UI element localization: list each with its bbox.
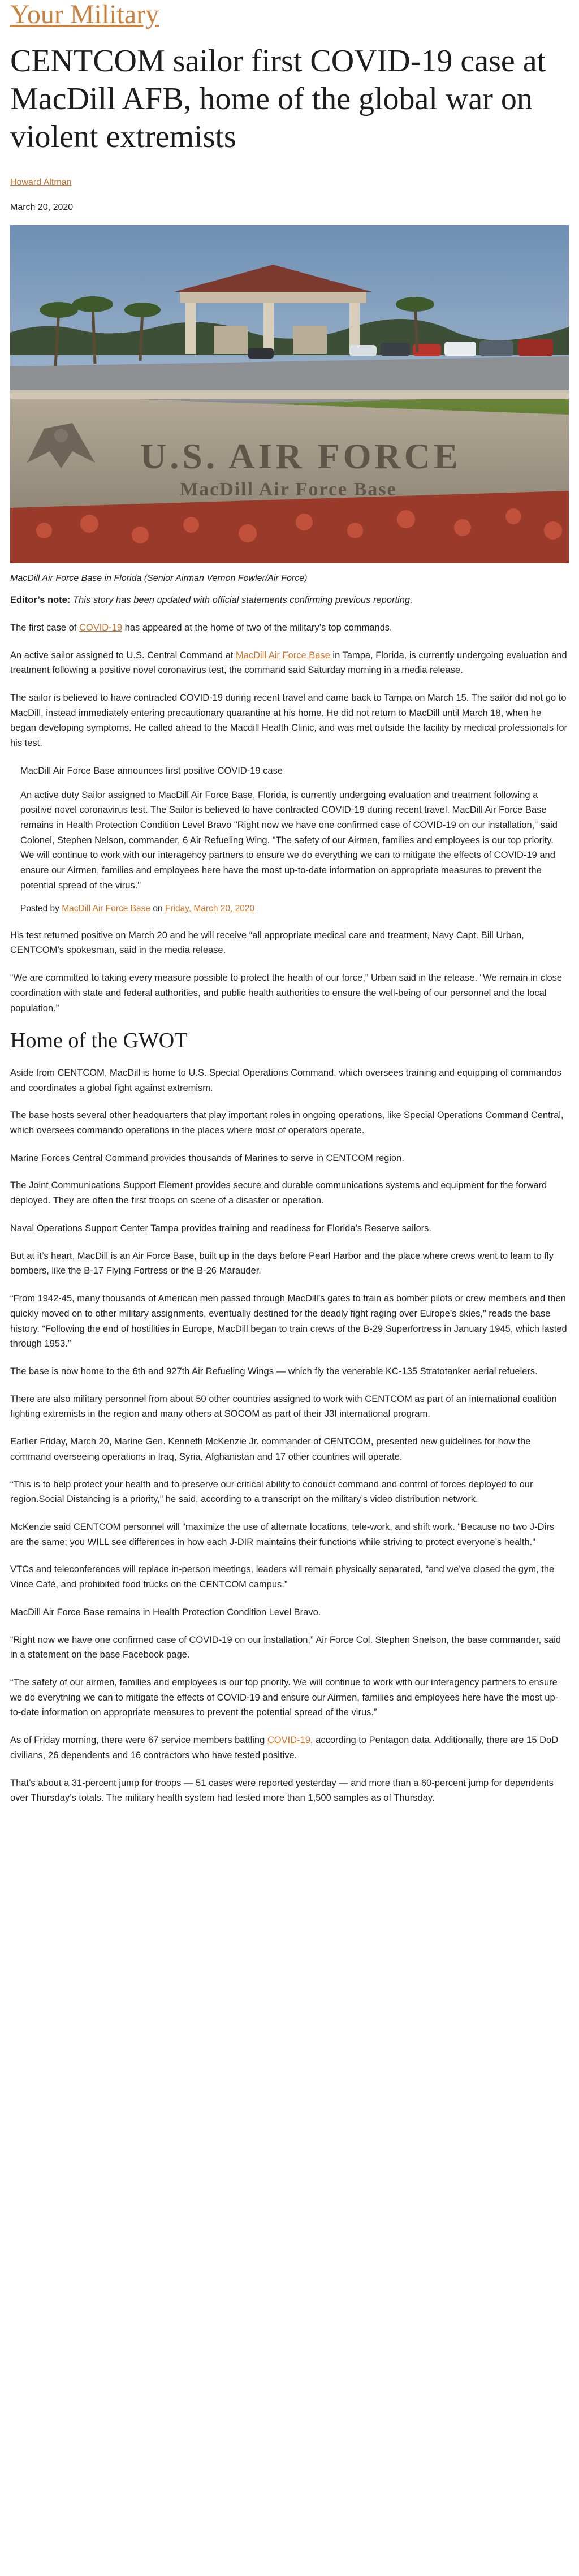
paragraph-1: The first case of COVID-19 has appeared at the home of two of the military’s top commands.	[10, 622, 392, 633]
editor-note-label: Editor’s note:	[10, 595, 71, 606]
paragraph-s18: That’s about a 31-percent jump for troops — 51 cases were reported yesterday — and more than a 60-percent jump for dependents over Thursday’s totals. The military health system had tested more than 1,500 samples as of Thursday.	[10, 1777, 554, 1803]
embed-body: An active duty Sailor assigned to MacDill Air Force Base, Florida, is currently undergoing evaluation and treatment following a positive novel coronavirus test. The Sailor is believed to have contracted COVID-19 during recent travel. MacDill Air Force Base remains in Health Protection Condition Level Bravo "Right now we have one confirmed case of COVID-19 on our installation," said Colonel, Stephen Nelson, commander, 6 Air Refueling Wing. "The safety of our Airmen, families and employees is our top priority. We will continue to work with our interagency partners to ensure we do everything we can to mitigate the effects of COVID-19 and ensure our Airmen, families and employees here have the most up-to-date information on appropriate measures to prevent the potential spread of the virus."	[20, 789, 558, 891]
embedded-facebook-post	[20, 763, 569, 916]
embed-posted-line: Posted by MacDill Air Force Base on Friday, March 20, 2020	[20, 903, 255, 913]
svg-text:U.S. AIR FORCE: U.S. AIR FORCE	[140, 436, 461, 477]
editor-note-text: This story has been updated with official statements confirming previous reporting.	[72, 595, 413, 606]
svg-text:MacDill Air Force Base: MacDill Air Force Base	[180, 479, 397, 500]
paragraph-s1: Aside from CENTCOM, MacDill is home to U.S. Special Operations Command, which oversees training and equipping of commandos and coordinates a global fight against extremism.	[10, 1067, 561, 1093]
paragraph-s14: MacDill Air Force Base remains in Health Protection Condition Level Bravo.	[10, 1607, 321, 1617]
image-caption: MacDill Air Force Base in Florida (Senior Airman Vernon Fowler/Air Force)	[10, 573, 308, 584]
paragraph-s8: The base is now home to the 6th and 927th Air Refueling Wings — which fly the venerable KC-135 Stratotanker aerial refuelers.	[10, 1366, 538, 1377]
paragraph-s3: Marine Forces Central Command provides thousands of Marines to serve in CENTCOM region.	[10, 1153, 404, 1163]
embed-heading: MacDill Air Force Base announces first positive COVID-19 case	[20, 765, 283, 776]
article-title: CENTCOM sailor first COVID-19 case at MacDill AFB, home of the global war on violent extremists	[10, 43, 546, 155]
article-date: March 20, 2020	[10, 202, 74, 213]
paragraph-s4: The Joint Communications Support Element provides secure and durable communications systems and equipment for the forward deployed. They are often the first troops on scene of a disaster or operation.	[10, 1180, 547, 1206]
paragraph-s12: McKenzie said CENTCOM personnel will “maximize the use of alternate locations, tele-work, and shift work. “Because no two J-Dirs are the same; you WILL see differences in how each J-DIR maintains their functions while striving to protect everyone’s health.”	[10, 1521, 554, 1547]
editor-note	[10, 593, 569, 608]
paragraph-s16: “The safety of our airmen, families and employees is our top priority. We will continue to work with our interagency partners to ensure we do everything we can to mitigate the effects of COVID-19 and ensure our Airmen, families and employees here have the most up-to-date information on appropriate measures to prevent the potential spread of the virus.”	[10, 1677, 559, 1718]
author-link[interactable]: Howard Altman	[10, 178, 72, 188]
paragraph-s6: But at it’s heart, MacDill is an Air Force Base, built up in the days before Pearl Harbor and the place where crews went to learn to fly bombers, like the B-17 Flying Fortress or the B-26 Marauder.	[10, 1250, 554, 1276]
paragraph-3: The sailor is believed to have contracted COVID-19 during recent travel and came back to Tampa on March 15. The sailor did not go to MacDill, instead immediately entering precautionary quarantine at his home. He did not return to MacDill until March 18, when he began developing symptoms. He called ahead to the Macdill Health Clinic, and was met outside the facility by medical professionals for his test.	[10, 692, 568, 749]
paragraph-s10: Earlier Friday, March 20, Marine Gen. Kenneth McKenzie Jr. commander of CENTCOM, presented new guidelines for how the command overseeing operations in Iraq, Syria, Afghanistan and 17 other countries will operate.	[10, 1436, 531, 1462]
paragraph-s17: As of Friday morning, there were 67 service members battling COVID-19, according to Pentagon data. Additionally, there are 15 DoD civilians, 26 dependents and 16 contractors who have tested positive.	[10, 1735, 559, 1761]
section-heading-gwot: Home of the GWOT	[10, 1029, 188, 1053]
paragraph-s15: “Right now we have one confirmed case of COVID-19 on our installation,” Air Force Col. Stephen Snelson, the base commander, said in a statement on the base Facebook page.	[10, 1634, 561, 1660]
paragraph-s5: Naval Operations Support Center Tampa provides training and readiness for Florida’s Reserve sailors.	[10, 1223, 432, 1233]
paragraph-s2: The base hosts several other headquarters that play important roles in ongoing operations, like Special Operations Command Central, which oversees commando operations in the places where most of operators operate.	[10, 1110, 564, 1136]
embed-posted-date-link[interactable]: Friday, March 20, 2020	[165, 903, 255, 913]
paragraph-4: His test returned positive on March 20 and he will receive “all appropriate medical care and treatment, Navy Capt. Bill Urban, CENTCOM’s spokesman, said in the media release.	[10, 930, 524, 956]
paragraph-s9: There are also military personnel from about 50 other countries assigned to work with CENTCOM as part of an international coalition fighting extremists in the region and many others at SOCOM as part of their J3I international program.	[10, 1393, 557, 1419]
hero-image	[10, 225, 569, 563]
macdill-afb-link[interactable]: MacDill Air Force Base	[235, 650, 333, 661]
paragraph-5: “We are committed to taking every measure possible to protect the health of our force,” Urban said in the release. “We remain in close coordination with state and federal authorities, and public health authorities to ensure the well-being of our personnel and the local population.”	[10, 973, 563, 1013]
covid-19-link-2[interactable]: COVID-19	[267, 1735, 310, 1746]
embed-posted-by-link[interactable]: MacDill Air Force Base	[62, 903, 151, 913]
paragraph-s13: VTCs and teleconferences will replace in-person meetings, leaders will remain physically separated, “and we’ve closed the gym, the Vince Café, and prohibited food trucks on the CENTCOM campus.”	[10, 1564, 555, 1590]
paragraph-s7: “From 1942-45, many thousands of American men passed through MacDill’s gates to train as bomber pilots or crew members and then quickly moved on to other military assignments, eventually destined for the deadly fight raging over Europe’s skies,” reads the base history. “Following the end of hostilities in Europe, MacDill began to train crews of the B-29 Superfortress in January 1945, which lasted through 1953.”	[10, 1293, 567, 1349]
section-link-your-military[interactable]: Your Military	[10, 0, 159, 29]
paragraph-s11: “This is to help protect your health and to preserve our critical ability to conduct command and control of forces deployed to our region.Social Distancing is a priority,” he said, according to a transcript on the military’s video distribution network.	[10, 1479, 533, 1505]
paragraph-2: An active sailor assigned to U.S. Central Command at MacDill Air Force Base in Tampa, Florida, is currently undergoing evaluation and treatment following a positive novel coronavirus test, the command said Saturday morning in a media release.	[10, 650, 567, 676]
covid-19-link[interactable]: COVID-19	[79, 622, 123, 633]
